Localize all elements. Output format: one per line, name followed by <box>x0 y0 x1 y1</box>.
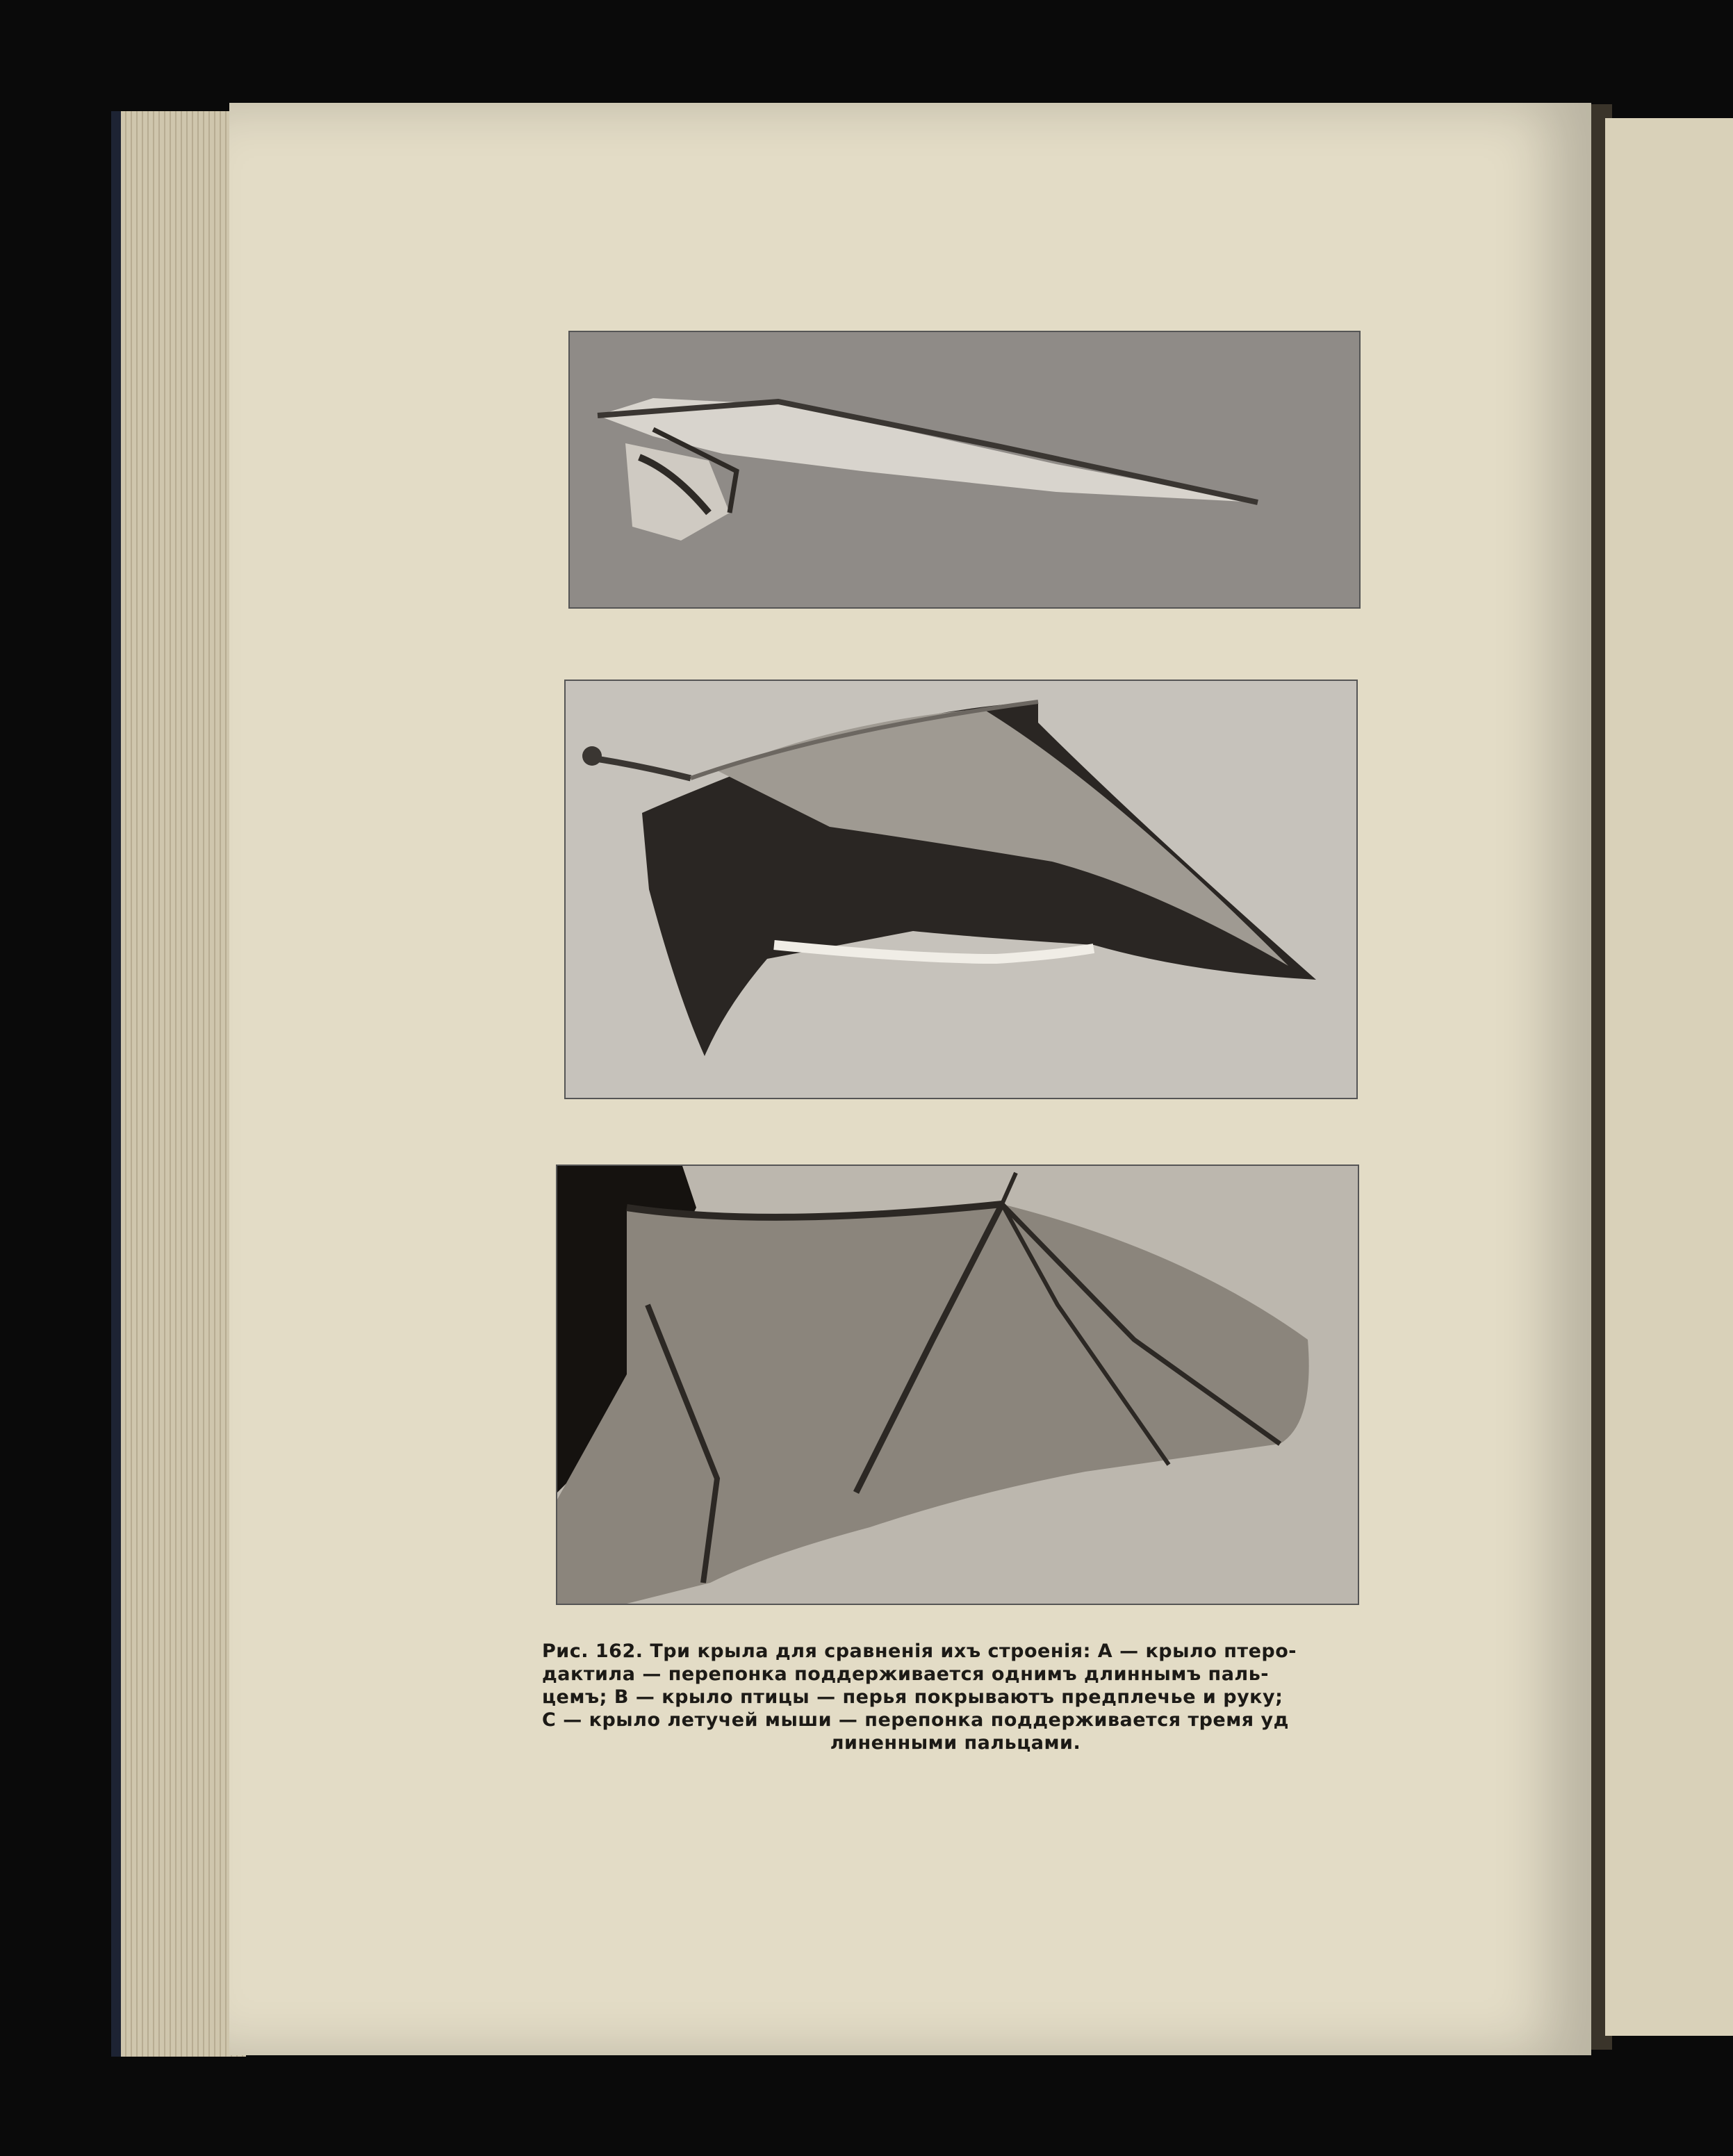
figure-bird-wing <box>564 680 1358 1099</box>
figure-pterodactyl-wing <box>568 331 1361 609</box>
figure-caption <box>542 1640 1369 1754</box>
caption-line-1: Рис. 162. Три крыла для сравненія ихъ строенія: А — крыло птеро- <box>542 1640 1297 1662</box>
figure-bat-wing <box>556 1165 1359 1605</box>
caption-line-2: дактила — перепонка поддерживается однимъ длиннымъ паль- <box>542 1663 1269 1685</box>
caption-line-4: С — крыло летучей мыши — перепонка поддерживается тремя уд <box>542 1709 1289 1731</box>
caption-line-5: линенными пальцами. <box>830 1732 1081 1754</box>
caption-line-3: цемъ; В — крыло птицы — перья покрываютъ предплечье и руку; <box>542 1686 1283 1708</box>
book-page-edges <box>111 111 246 2057</box>
facing-page <box>1605 118 1733 2036</box>
